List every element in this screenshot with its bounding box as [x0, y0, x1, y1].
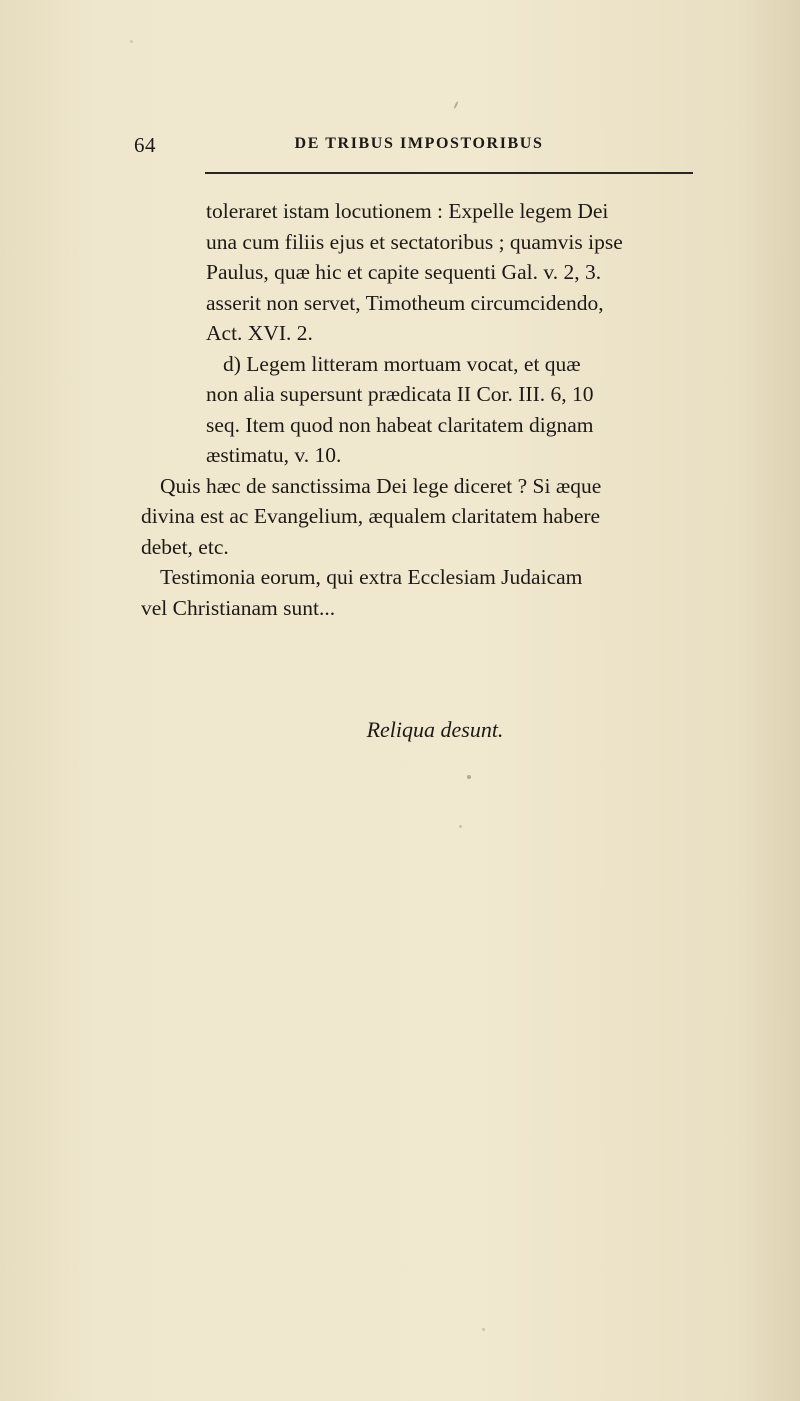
closing-note: Reliqua desunt. [366, 717, 504, 742]
text-line: una cum filiis ejus et sectatoribus ; quamvis ipse [206, 229, 623, 254]
text-line: Act. XVI. 2. [206, 321, 313, 345]
text-line: debet, etc. [141, 534, 229, 559]
text-line: divina est ac Evangelium, æqualem claritatem habere [141, 504, 601, 528]
paper-speck [130, 40, 133, 43]
paper-speck [482, 1328, 485, 1331]
paper-speck [459, 825, 462, 828]
text-line: seq. Item quod non habeat claritatem dignam [206, 412, 594, 437]
paper-speck [467, 775, 471, 779]
text-line: asserit non servet, Timotheum circumcidendo, [206, 290, 604, 315]
text-line: Paulus, quæ hic et capite sequenti Gal. v. 2, 3. [206, 260, 602, 284]
text-line: non alia supersunt prædicata II Cor. III. 6, 10 [206, 382, 594, 406]
text-line: d) Legem litteram mortuam vocat, et quæ [223, 351, 581, 376]
text-line: Testimonia eorum, qui extra Ecclesiam Judaicam [160, 565, 583, 589]
text-line: vel Christianam sunt... [141, 595, 336, 620]
running-title: DE TRIBUS IMPOSTORIBUS [294, 135, 544, 152]
text-line: Quis hæc de sanctissima Dei lege diceret ? Si æque [160, 473, 602, 498]
paper-speck [453, 101, 458, 109]
page-number: 64 [134, 133, 156, 157]
header-rule [205, 172, 693, 174]
text-line: æstimatu, v. 10. [206, 443, 342, 467]
text-line: toleraret istam locutionem : Expelle legem Dei [206, 199, 609, 223]
body-text [141, 196, 734, 623]
page-header [134, 133, 698, 155]
